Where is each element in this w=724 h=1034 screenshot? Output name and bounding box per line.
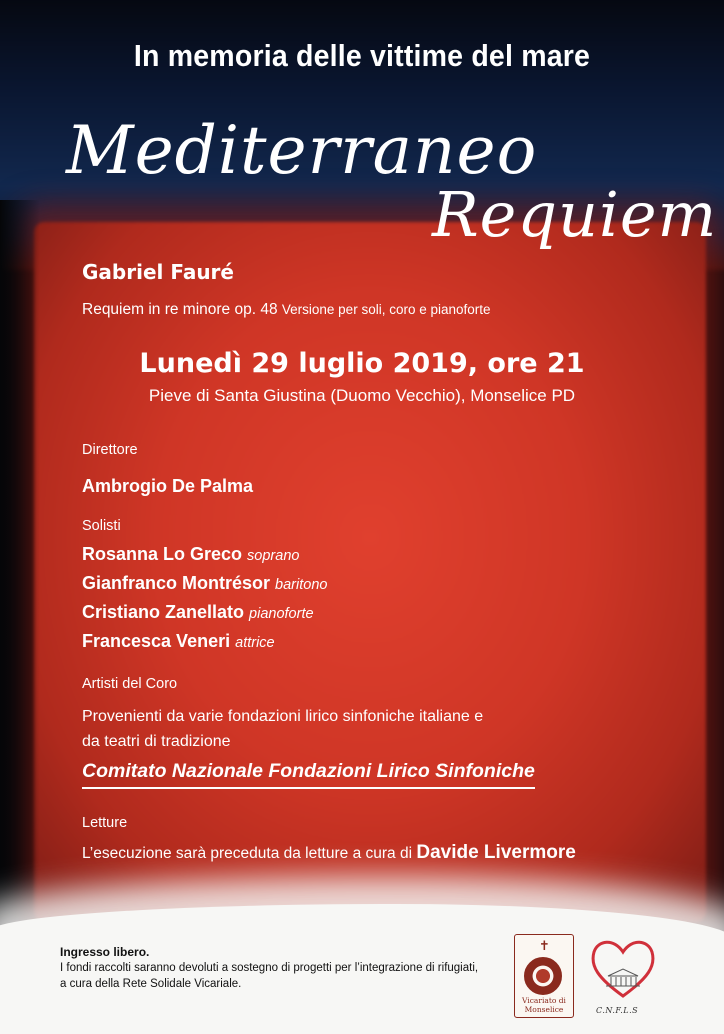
soloist-role: attrice [235,635,275,651]
event-venue: Pieve di Santa Giustina (Duomo Vecchio), Monselice PD [148,386,576,405]
seal-caption-line2: Monselice [524,1005,564,1014]
reader-name: Davide Livermore [416,842,576,863]
background-shadow [0,200,40,940]
soloist-role: baritono [275,577,328,593]
soloist-role: pianoforte [249,606,314,622]
composer-name: Gabriel Fauré [82,260,234,284]
footer-line2: a cura della Rete Solidale Vicariale. [60,978,242,990]
cnfls-label: C.N.F.L.S [596,1006,639,1015]
background-red-panel [34,222,706,922]
poster-title-line2: Requiem [432,178,718,251]
cross-icon: ✝ [539,939,550,954]
choir-description-line2: da teatri di tradizione [82,733,231,750]
soloist-name: Gianfranco Montrésor [82,573,271,593]
choir-description-line1: Provenienti da varie fondazioni lirico sinfoniche italiane e [82,708,484,725]
readings-text [82,842,576,864]
soloists-label: Solisti [82,518,121,534]
work-title [82,301,491,319]
soloist-item [82,573,327,594]
piece-version: Versione per soli, coro e pianoforte [281,302,491,317]
seal-caption-line1: Vicariato di [522,996,566,1005]
soloist-item [82,602,314,623]
choir-label: Artisti del Coro [82,676,178,692]
committee-name: Comitato Nazionale Fondazioni Lirico Sinfoniche [82,760,535,789]
vicariato-logo [514,934,574,1018]
event-date: Lunedì 29 luglio 2019, ore 21 [139,348,585,379]
piece-title: Requiem in re minore op. 48 [82,301,278,318]
soloist-item [82,631,275,652]
footer-info [60,944,478,992]
poster-title-line1: Mediterraneo [66,112,538,189]
soloist-item [82,544,299,565]
footer-line1: I fondi raccolti saranno devoluti a sostegno di progetti per l’integrazione di rifugiati, [60,962,479,974]
theatre-icon [606,969,640,986]
soloist-name: Francesca Veneri [82,631,231,651]
readings-sentence: L’esecuzione sarà preceduta da letture a cura di [82,845,413,862]
seal-caption [515,996,573,1014]
soloist-name: Cristiano Zanellato [82,602,245,622]
free-entry-note: Ingresso libero. [60,945,150,959]
poster-subtitle: In memoria delle vittime del mare [133,38,591,73]
readings-label: Letture [82,815,128,831]
director-name: Ambrogio De Palma [82,476,254,496]
soloist-name: Rosanna Lo Greco [82,544,243,564]
soloist-role: soprano [247,548,300,564]
director-label: Direttore [82,442,138,458]
seal-emblem-icon [524,957,562,995]
cnfls-heart-logo [588,936,658,1000]
